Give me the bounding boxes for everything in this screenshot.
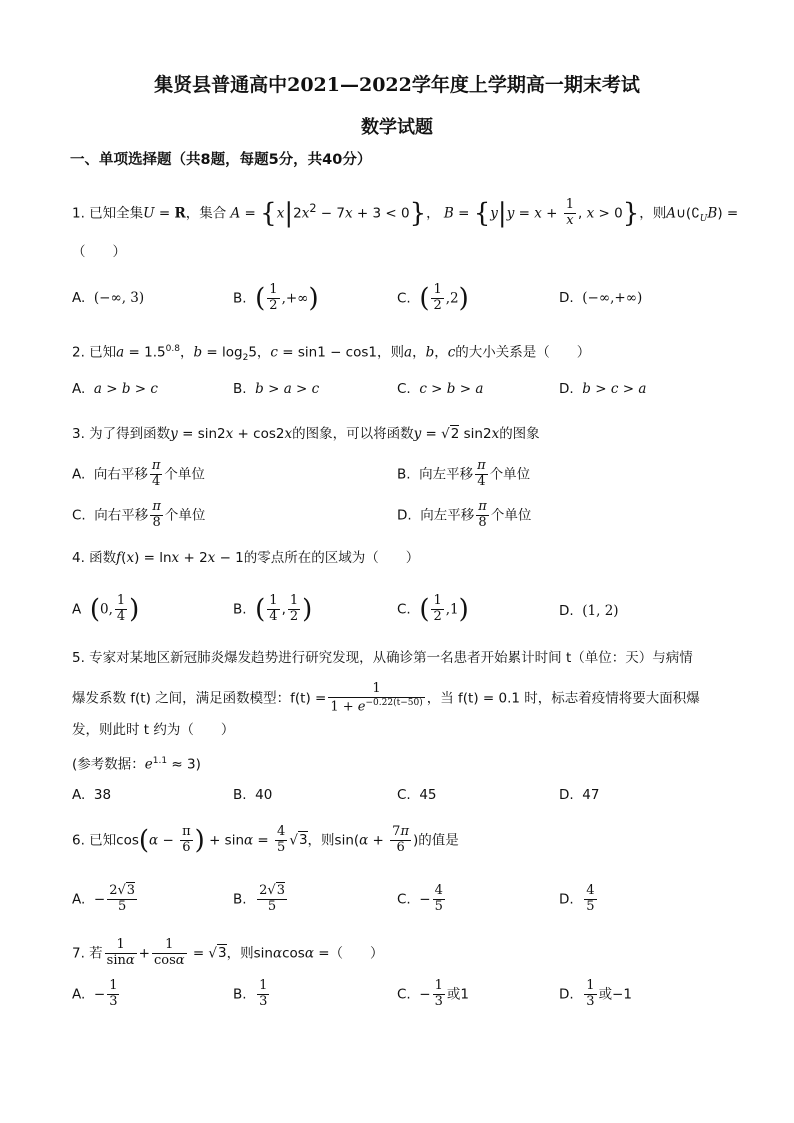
q7-option-c: C. − $\frac{1}{3}$ 或1 bbox=[397, 978, 469, 1009]
question-4: 4. 函数f(x) = lnx + 2x − 1的零点所在的区域为（ ） bbox=[72, 550, 420, 566]
question-5-line-1: 5. 专家对某地区新冠肺炎爆发趋势进行研究发现，从确诊第一名患者开始累计时间 t（单位：天）与病情 bbox=[72, 650, 693, 666]
q6-option-d: D. $\frac{4}{5}$ bbox=[559, 883, 595, 914]
q4-option-a: A (0, $\frac{1}{4}$ ) bbox=[72, 593, 140, 625]
q5-option-b: B. 40 bbox=[233, 787, 273, 803]
q4-option-b: B. ( $\frac{1}{4}$ , $\frac{1}{2}$ ) bbox=[233, 593, 313, 625]
q3-option-b: B. 向左平移 $\frac{\pi}{4}$ 个单位 bbox=[397, 458, 531, 489]
q3-option-a: A. 向右平移 $\frac{\pi}{4}$ 个单位 bbox=[72, 458, 205, 489]
question-5-line-2: 爆发系数 f(t) 之间，满足函数模型：f(t) = $\frac{1}{1 + e^{-0.22(t-50)}}$ ，当 f(t) = 0.1 时，标志着疫情将要大面积爆 bbox=[72, 681, 700, 715]
page-title: 集贤县普通高中2021—2022学年度上学期高一期末考试 bbox=[154, 74, 640, 96]
q7-option-a: A. − $\frac{1}{3}$ bbox=[72, 978, 118, 1009]
q7-option-b: B. $\frac{1}{3}$ bbox=[233, 978, 268, 1009]
q2-option-c: C. c > b > a bbox=[397, 381, 484, 397]
q5-option-c: C. 45 bbox=[397, 787, 437, 803]
section-heading: 一、单项选择题（共8题，每题5分，共40分） bbox=[70, 152, 372, 168]
question-1: 1. 已知全集U = R，集合 $A = \{x|2x^2 - 7x + 3 < 0\}$， B = {y|y = x + $\frac{1}{x}$ , x > 0}，则$A\cup(∁_UB)$ = bbox=[72, 197, 739, 229]
question-1-paren: （ ） bbox=[72, 244, 126, 260]
q6-option-c: C. − $\frac{4}{5}$ bbox=[397, 883, 443, 914]
question-7: 7. 若 $\frac{1}{\sin\alpha}$ + $\frac{1}{\cos\alpha}$ = √3，则sinαcosα =（ ） bbox=[72, 937, 384, 968]
q4-option-d: D. (1, 2) bbox=[559, 603, 619, 619]
q5-option-a: A. 38 bbox=[72, 787, 112, 803]
q1-option-b: B. ( $\frac{1}{2}$ ,+∞) bbox=[233, 282, 319, 314]
q1-option-c: C. ( $\frac{1}{2}$ ,2) bbox=[397, 282, 469, 314]
question-5-reference: (参考数据：$e^{1.1} \approx 3$) bbox=[72, 756, 201, 773]
q3-option-d: D. 向左平移 $\frac{\pi}{8}$ 个单位 bbox=[397, 499, 532, 530]
question-5-line-3: 发，则此时 t 约为（ ） bbox=[72, 722, 235, 738]
q4-option-c: C. ( $\frac{1}{2}$ ,1) bbox=[397, 593, 469, 625]
q5-option-d: D. 47 bbox=[559, 787, 600, 803]
q1-option-a: A. (−∞, 3) bbox=[72, 290, 145, 306]
q2-option-b: B. b > a > c bbox=[233, 381, 320, 397]
q7-option-d: D. $\frac{1}{3}$ 或−1 bbox=[559, 978, 632, 1009]
question-6: 6. 已知cos(α − $\frac{\pi}{6}$ ) + sinα = $\frac{4}{5}$ √3，则sin(α + $\frac{7\pi}{6}$ )的值是 bbox=[72, 824, 459, 856]
question-2: 2. 已知$a = 1.5^{0.8}$，$b = \log_25$，c = sin1 − cos1，则a，b，c的大小关系是（ ） bbox=[72, 344, 591, 364]
q1-option-d: D. (−∞,+∞) bbox=[559, 290, 643, 306]
q2-option-d: D. b > c > a bbox=[559, 381, 647, 397]
q3-option-c: C. 向右平移 $\frac{\pi}{8}$ 个单位 bbox=[72, 499, 206, 530]
q2-option-a: A. a > b > c bbox=[72, 381, 158, 397]
question-3: 3. 为了得到函数y = sin2x + cos2x的图象，可以将函数y = √2 sin2x的图象 bbox=[72, 426, 540, 442]
q6-option-b: B. $\frac{2√3}{5}$ bbox=[233, 883, 285, 914]
q6-option-a: A. − $\frac{2√3}{5}$ bbox=[72, 883, 136, 914]
page-subtitle: 数学试题 bbox=[361, 117, 433, 138]
